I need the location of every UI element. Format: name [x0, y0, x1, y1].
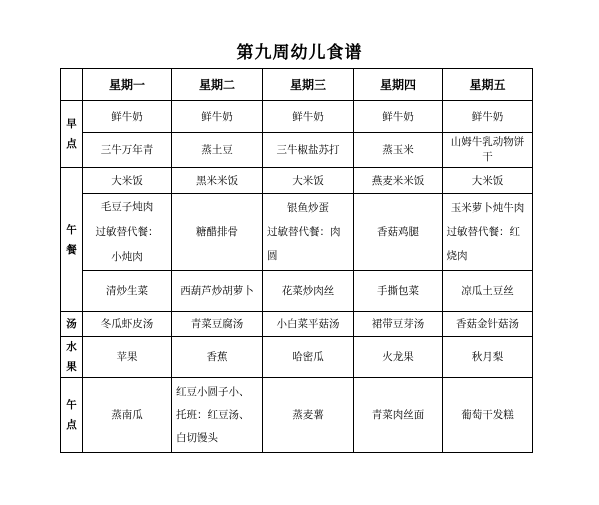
menu-cell-text: 红豆小圆子小、托班：红豆汤、白切馒头	[176, 385, 250, 444]
lunch-row	[61, 194, 533, 271]
menu-cell: 火龙果	[354, 337, 443, 378]
corner-cell	[61, 69, 83, 101]
day-header: 星期四	[354, 69, 443, 101]
menu-cell	[83, 194, 172, 271]
menu-cell: 香蕉	[172, 337, 263, 378]
category-char: 早	[66, 118, 77, 130]
snack-row	[61, 378, 533, 453]
day-header: 星期二	[172, 69, 263, 101]
category-char: 午	[66, 223, 77, 236]
menu-cell: 青菜肉丝面	[354, 378, 443, 453]
menu-cell: 青菜豆腐汤	[172, 312, 263, 337]
category-char: 餐	[66, 243, 77, 256]
menu-cell: 葡萄干发糕	[443, 378, 533, 453]
soup-row	[61, 312, 533, 337]
menu-cell: 大米饭	[443, 168, 533, 194]
menu-line: 过敏替代餐：红烧肉	[446, 226, 520, 262]
menu-line: 小炖肉	[111, 250, 143, 263]
header-row	[61, 69, 533, 101]
menu-line: 玉米萝卜炖牛肉	[450, 202, 525, 214]
menu-cell: 大米饭	[83, 168, 172, 194]
menu-cell: 西葫芦炒胡萝卜	[172, 271, 263, 312]
category-label	[61, 114, 82, 154]
menu-cell: 燕麦米米饭	[354, 168, 443, 194]
category-breakfast	[61, 101, 83, 168]
category-label	[61, 220, 82, 260]
category-char: 水	[66, 341, 77, 353]
category-snack	[61, 378, 83, 453]
menu-cell	[443, 133, 533, 168]
day-header: 星期五	[443, 69, 533, 101]
menu-cell: 糖醋排骨	[172, 194, 263, 271]
breakfast-row	[61, 101, 533, 133]
category-char: 午	[66, 399, 77, 411]
menu-cell: 大米饭	[263, 168, 354, 194]
breakfast-row	[61, 133, 533, 168]
menu-line: 银鱼炒蛋	[287, 202, 329, 214]
category-char: 果	[66, 361, 77, 373]
category-label	[61, 395, 82, 435]
menu-cell: 裙带豆芽汤	[354, 312, 443, 337]
category-fruit	[61, 337, 83, 378]
menu-cell: 鲜牛奶	[263, 101, 354, 133]
menu-cell: 哈密瓜	[263, 337, 354, 378]
category-char: 点	[66, 138, 77, 150]
category-label	[61, 337, 82, 377]
category-char: 点	[66, 419, 77, 431]
category-lunch	[61, 168, 83, 312]
page-title: 第九周幼儿食谱	[236, 43, 363, 63]
menu-cell	[443, 194, 533, 271]
menu-line: 毛豆子炖肉	[100, 200, 154, 213]
menu-cell: 香菇鸡腿	[354, 194, 443, 271]
menu-cell: 鲜牛奶	[354, 101, 443, 133]
menu-cell: 三牛万年青	[83, 133, 172, 168]
menu-cell-text: 山姆牛乳动物饼干	[450, 136, 525, 163]
menu-cell: 鲜牛奶	[443, 101, 533, 133]
menu-cell: 蒸土豆	[172, 133, 263, 168]
fruit-row	[61, 337, 533, 378]
menu-cell: 蒸玉米	[354, 133, 443, 168]
menu-table	[60, 68, 533, 453]
menu-cell: 清炒生菜	[83, 271, 172, 312]
menu-cell: 三牛椒盐苏打	[263, 133, 354, 168]
lunch-row	[61, 168, 533, 194]
menu-line: 过敏替代餐：	[95, 225, 159, 238]
menu-cell: 手撕包菜	[354, 271, 443, 312]
menu-cell	[172, 378, 263, 453]
day-header: 星期一	[83, 69, 172, 101]
menu-cell	[263, 194, 354, 271]
menu-cell: 鲜牛奶	[83, 101, 172, 133]
menu-line: 过敏替代餐：肉圆	[267, 226, 341, 262]
menu-cell: 蒸麦薯	[263, 378, 354, 453]
menu-cell: 秋月梨	[443, 337, 533, 378]
menu-cell: 冬瓜虾皮汤	[83, 312, 172, 337]
day-header: 星期三	[263, 69, 354, 101]
menu-cell: 香菇金针菇汤	[443, 312, 533, 337]
menu-cell: 花菜炒肉丝	[263, 271, 354, 312]
menu-cell: 蒸南瓜	[83, 378, 172, 453]
menu-cell: 小白菜平菇汤	[263, 312, 354, 337]
lunch-row	[61, 271, 533, 312]
menu-cell: 黑米米饭	[172, 168, 263, 194]
category-soup: 汤	[61, 312, 83, 337]
menu-cell: 凉瓜土豆丝	[443, 271, 533, 312]
menu-cell: 苹果	[83, 337, 172, 378]
menu-cell: 鲜牛奶	[172, 101, 263, 133]
